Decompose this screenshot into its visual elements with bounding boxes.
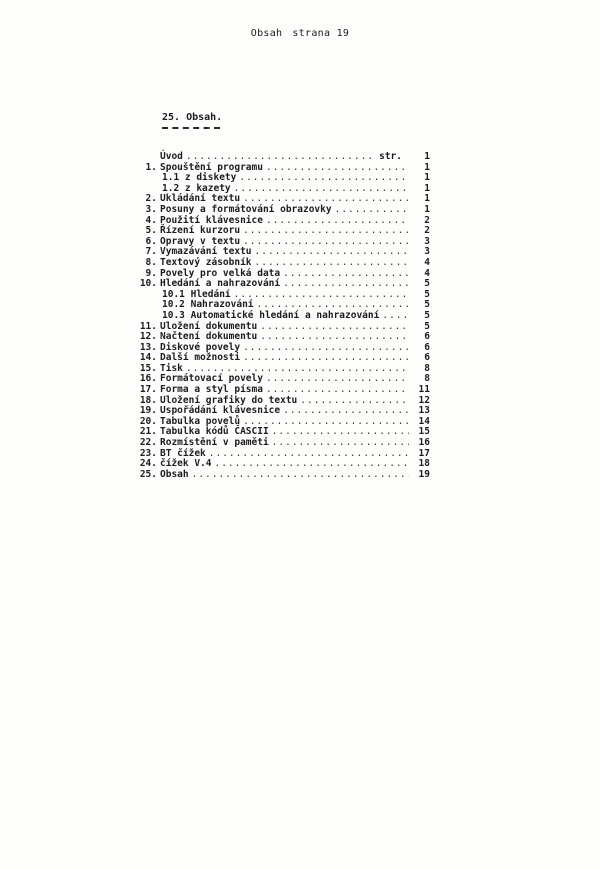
toc-leader-dots	[260, 322, 409, 333]
toc-entry-title: čížek V.4	[160, 458, 212, 470]
toc-leader-dots	[283, 406, 409, 417]
toc-leader-dots	[300, 396, 409, 407]
toc-leader-dots	[266, 374, 409, 385]
toc-entry	[130, 205, 430, 216]
page-header	[0, 28, 600, 39]
toc-entry-page: 1	[424, 193, 430, 205]
toc-leader-dots	[243, 353, 409, 364]
toc-entry-title: 10.3 Automatické hledání a nahrazování	[162, 309, 380, 321]
toc-entry-title: Obsah	[160, 468, 189, 480]
table-of-contents	[130, 152, 430, 480]
toc-entry	[130, 470, 430, 481]
toc-entry-page: 6	[424, 352, 430, 364]
toc-entry-number: 5.	[145, 225, 157, 237]
toc-entry-title: 1.2 z kazety	[162, 182, 231, 194]
toc-entry-title: Tabulka povelů	[160, 415, 241, 427]
toc-entry-page: 2	[424, 225, 430, 237]
header-chapter: Obsah	[250, 28, 283, 39]
toc-entry-page: 8	[424, 362, 430, 374]
toc-entry-page: 5	[424, 320, 430, 332]
toc-entry-title: Forma a styl písma	[160, 384, 263, 396]
toc-entry-title: 10.1 Hledání	[162, 288, 231, 300]
toc-leader-dots	[272, 427, 409, 438]
toc-entry-page: 18	[418, 458, 430, 470]
toc-leader-dots	[283, 269, 409, 280]
toc-entry-page: 12	[418, 394, 430, 406]
toc-entry-page: 6	[424, 341, 430, 353]
toc-entry-number: 8.	[145, 256, 157, 268]
toc-entry-title: Ukládání textu	[160, 193, 241, 205]
toc-entry-number: 2.	[145, 193, 157, 205]
toc-entry	[130, 152, 430, 163]
toc-entry-title: Formátovací povely	[160, 373, 263, 385]
toc-entry-number: 7.	[145, 246, 157, 258]
toc-entry-number: 3.	[145, 203, 157, 215]
toc-leader-dots	[243, 343, 409, 354]
toc-entry-title: Tabulka kódů ČASCII	[160, 426, 269, 438]
toc-entry-title: Uložení dokumentu	[160, 320, 258, 332]
toc-entry-title: Načtení dokumentu	[160, 331, 258, 343]
toc-entry-title: Hledání a nahrazování	[160, 278, 281, 290]
toc-leader-dots	[214, 459, 409, 470]
toc-entry-number: 25.	[139, 468, 157, 480]
toc-entry-page: 1	[424, 151, 430, 162]
toc-entry-page: 1	[424, 172, 430, 184]
toc-entry-title: Další možnosti	[160, 352, 241, 364]
toc-entry-page: 5	[424, 278, 430, 290]
toc-leader-dots	[382, 311, 409, 322]
toc-entry-title: Posuny a formátování obrazovky	[160, 203, 332, 215]
toc-entry-number: 14.	[139, 352, 157, 364]
toc-entry-number: 15.	[139, 362, 157, 374]
toc-leader-dots	[186, 152, 376, 163]
toc-entry-number: 12.	[139, 331, 157, 343]
toc-entry-page: 17	[418, 447, 430, 459]
toc-entry-page: 5	[424, 309, 430, 321]
toc-entry-title: Spouštění programu	[160, 161, 263, 173]
toc-entry-number: 17.	[139, 384, 157, 396]
toc-leader-dots	[192, 470, 409, 481]
toc-leader-dots	[335, 205, 409, 216]
toc-entry-number: 16.	[139, 373, 157, 385]
toc-entry-page: 4	[424, 256, 430, 268]
toc-entry-title: Rozmístění v paměti	[160, 437, 269, 449]
toc-entry-number: 23.	[139, 447, 157, 459]
toc-leader-dots	[243, 237, 409, 248]
toc-entry-page: 6	[424, 331, 430, 343]
toc-entry	[130, 311, 430, 322]
toc-entry-title: Vymazávání textu	[160, 246, 252, 258]
toc-entry-number: 13.	[139, 341, 157, 353]
toc-entry-number: 24.	[139, 458, 157, 470]
toc-leader-dots	[209, 449, 409, 460]
toc-leader-dots	[243, 226, 409, 237]
toc-entry-title: Řízení kurzoru	[160, 225, 241, 237]
toc-entry-title: Uspořádání klávesnice	[160, 405, 281, 417]
toc-leader-dots	[266, 163, 409, 174]
toc-entry-title: 1.1 z diskety	[162, 172, 237, 184]
toc-entry-page: 5	[424, 288, 430, 300]
toc-entry-title: Opravy v textu	[160, 235, 241, 247]
toc-entry-number: 11.	[139, 320, 157, 332]
toc-entry-page: 1	[424, 203, 430, 215]
toc-entry-title: Diskové povely	[160, 341, 241, 353]
header-page-number: strana 19	[292, 28, 350, 39]
toc-entry-number: 18.	[139, 394, 157, 406]
toc-leader-dots	[272, 438, 409, 449]
toc-entry-page: 8	[424, 373, 430, 385]
toc-entry-title: Úvod	[160, 151, 183, 162]
toc-entry-number: 4.	[145, 214, 157, 226]
toc-entry-title: Použití klávesnice	[160, 214, 263, 226]
toc-entry-number: 20.	[139, 415, 157, 427]
toc-entry-page: 3	[424, 235, 430, 247]
toc-entry-number: 6.	[145, 235, 157, 247]
toc-entry-page: 13	[418, 405, 430, 417]
toc-leader-dots	[266, 216, 409, 227]
toc-entry-page: 1	[424, 161, 430, 173]
toc-entry-number: 10.	[139, 278, 157, 290]
toc-leader-dots	[260, 332, 409, 343]
toc-entry-title: Textový zásobník	[160, 256, 252, 268]
section-title: 25. Obsah.	[162, 112, 223, 123]
toc-entry-title: Uložení grafiky do textu	[160, 394, 298, 406]
toc-entry-title: 10.2 Nahrazování	[162, 299, 254, 311]
toc-entry-number: 21.	[139, 426, 157, 438]
toc-leader-dots	[255, 258, 409, 269]
toc-entry-number: 22.	[139, 437, 157, 449]
toc-entry-title: Povely pro velká data	[160, 267, 281, 279]
toc-entry-page: 2	[424, 214, 430, 226]
section-title-underline	[162, 127, 220, 129]
toc-entry-page: 15	[418, 426, 430, 438]
toc-entry-number: 9.	[145, 267, 157, 279]
toc-entry-page: 1	[424, 182, 430, 194]
toc-entry-page: 16	[418, 437, 430, 449]
toc-entry	[130, 258, 430, 269]
toc-entry-page: 11	[418, 384, 430, 396]
toc-entry-page: 14	[418, 415, 430, 427]
toc-entry-number: 19.	[139, 405, 157, 417]
toc-page-column-label: str.	[379, 151, 402, 162]
toc-entry-page: 5	[424, 299, 430, 311]
toc-entry-title: Tisk	[160, 362, 183, 374]
toc-leader-dots	[255, 247, 409, 258]
toc-leader-dots	[239, 173, 409, 184]
toc-leader-dots	[234, 184, 409, 195]
toc-leader-dots	[234, 290, 409, 301]
toc-entry-page: 4	[424, 267, 430, 279]
toc-entry-number: 1.	[145, 161, 157, 173]
toc-entry-page: 19	[418, 468, 430, 480]
toc-entry-title: BT čížek	[160, 447, 206, 459]
toc-entry-page: 3	[424, 246, 430, 258]
toc-leader-dots	[283, 279, 409, 290]
